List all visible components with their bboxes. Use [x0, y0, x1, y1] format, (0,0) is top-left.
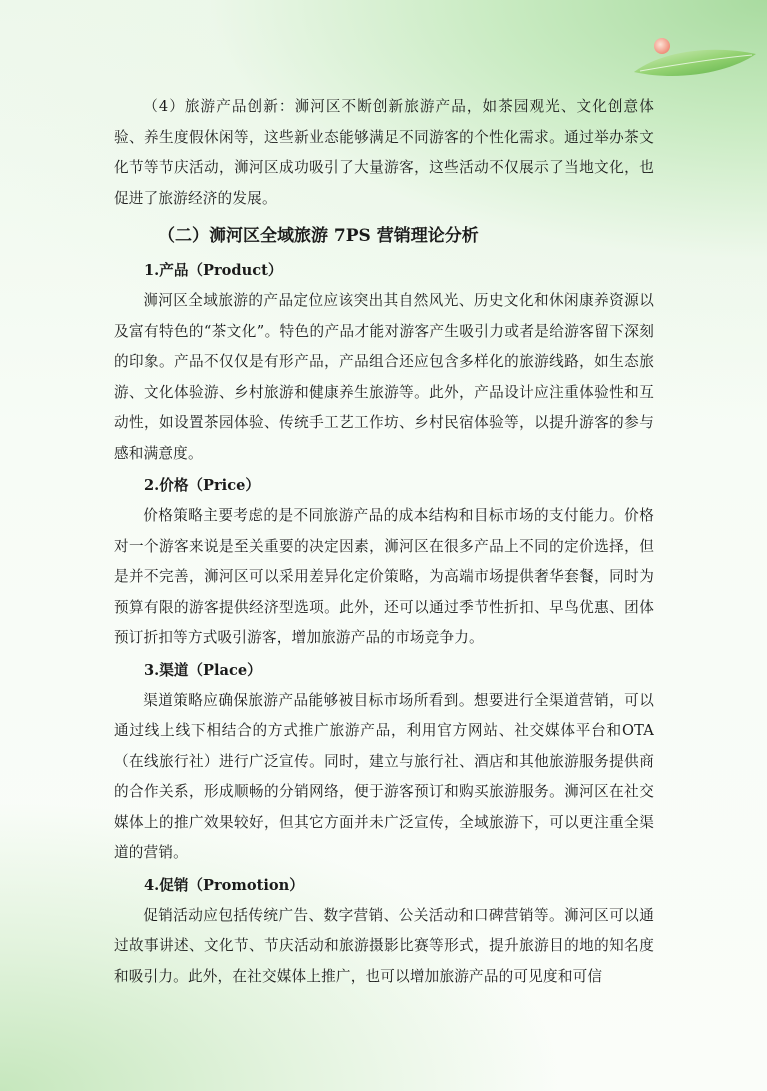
subsection-heading-product: 1.产品（Product） — [144, 262, 283, 279]
subsection-heading-place: 3.渠道（Place） — [144, 661, 262, 679]
document-body — [114, 92, 654, 992]
intro-paragraph: （4）旅游产品创新：浉河区不断创新旅游产品，如茶园观光、文化创意体验、养生度假休闲等，这些新业态能够满足不同游客的个性化需求。通过举办茶文化节等节庆活动，浉河区成功吸引了大量游客，这些活动不仅展示了当地文化，也促进了旅游经济的发展。 — [114, 98, 654, 207]
leaf-decoration — [630, 32, 760, 92]
subsection-body-promotion: 促销活动应包括传统广告、数字营销、公关活动和口碑营销等。浉河区可以通过故事讲述、文化节、节庆活动和旅游摄影比赛等形式，提升旅游目的地的知名度和吸引力。此外，在社交媒体上推广，也可以增加旅游产品的可见度和可信 — [114, 906, 654, 985]
bud-icon — [654, 38, 670, 54]
subsection-body-product: 浉河区全域旅游的产品定位应该突出其自然风光、历史文化和休闲康养资源以及富有特色的“茶文化”。特色的产品才能对游客产生吸引力或者是给游客留下深刻的印象。产品不仅仅是有形产品，产品组合还应包含多样化的旅游线路，如生态旅游、文化体验游、乡村旅游和健康养生旅游等。此外，产品设计应注重体验性和互动性，如设置茶园体验、传统手工艺工作坊、乡村民宿体验等，以提升游客的参与感和满意度。 — [114, 292, 654, 462]
leaf-icon — [634, 50, 756, 76]
subsection-heading-price: 2.价格（Price） — [144, 477, 260, 494]
subsection-body-price: 价格策略主要考虑的是不同旅游产品的成本结构和目标市场的支付能力。价格对一个游客来说是至关重要的决定因素，浉河区在很多产品上不同的定价选择，但是并不完善，浉河区可以采用差异化定价策略，为高端市场提供奢华套餐，同时为预算有限的游客提供经济型选项。此外，还可以通过季节性折扣、早鸟优惠、团体预订折扣等方式吸引游客，增加旅游产品的市场竞争力。 — [114, 507, 654, 646]
section-heading: （二）浉河区全域旅游 7PS 营销理论分析 — [158, 226, 479, 246]
subsection-heading-promotion: 4.促销（Promotion） — [144, 876, 304, 894]
subsection-body-place: 渠道策略应确保旅游产品能够被目标市场所看到。想要进行全渠道营销，可以通过线上线下相结合的方式推广旅游产品，利用官方网站、社交媒体平台和OTA（在线旅行社）进行广泛宣传。同时，建立与旅行社、酒店和其他旅游服务提供商的合作关系，形成顺畅的分销网络，便于游客预订和购买旅游服务。浉河区在社交媒体上的推广效果较好，但其它方面并未广泛宣传，全域旅游下，可以更注重全渠道的营销。 — [114, 691, 654, 861]
